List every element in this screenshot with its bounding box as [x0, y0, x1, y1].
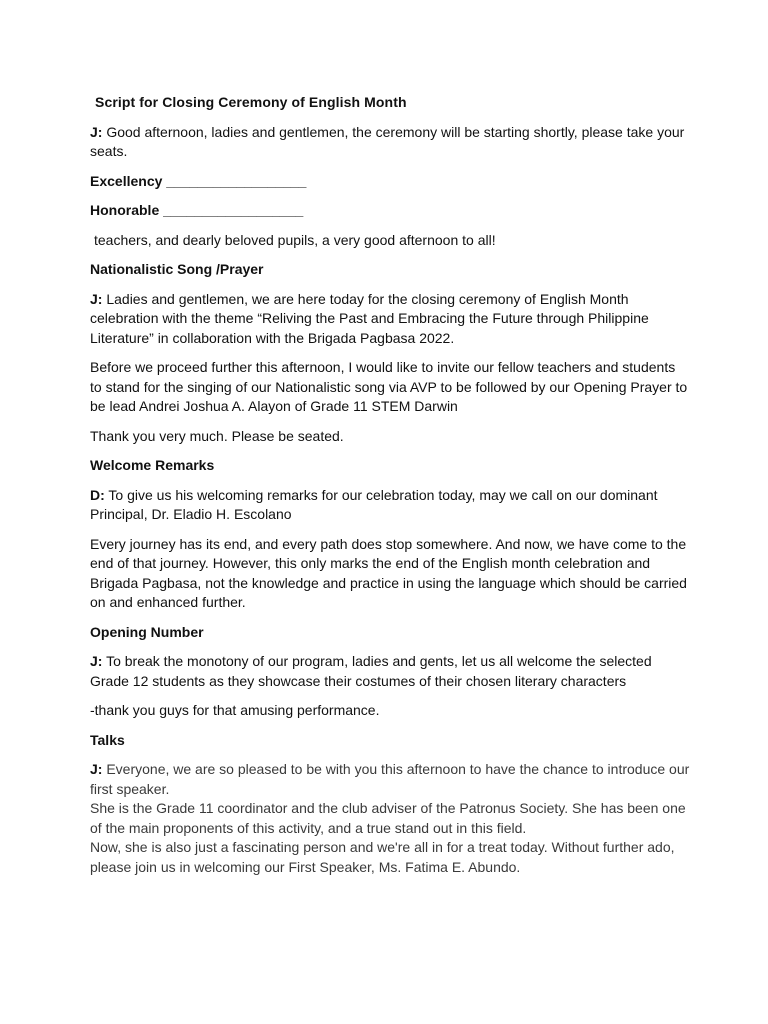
paragraph-thanks: Thank you very much. Please be seated.: [90, 427, 344, 444]
paragraph-text: To break the monotony of our program, ladies and gents, let us all welcome the selected Grade 12 students as they showcase their costumes of their chosen literary characters: [90, 653, 652, 689]
paragraph-monotony: [90, 652, 690, 691]
honorable-line: Honorable __________________: [90, 202, 304, 218]
speaker-label: J:: [90, 653, 103, 669]
paragraph-text: Everyone, we are so pleased to be with you this afternoon to have the chance to introduce our first speaker.: [90, 761, 690, 797]
heading-opening-number: Opening Number: [90, 623, 204, 640]
heading-welcome-remarks: Welcome Remarks: [90, 457, 215, 473]
speaker-label: J:: [90, 290, 103, 307]
paragraph-first-speaker: [90, 760, 690, 877]
paragraph-journey: Every journey has its end, and every path does stop somewhere. And now, we have come to the end of that journey. However, this only marks the end of the English month celebration and Brigada Pagbasa, not the knowledge and practice in using the language which should be carried on and enhanced further.: [90, 535, 687, 610]
paragraph-text: Ladies and gentlemen, we are here today for the closing ceremony of English Month celebration with the theme “Reliving the Past and Embracing the Future through Philippine Literature” in collaboration with the Brigada Pagbasa 2022.: [90, 290, 649, 346]
document-page: [90, 93, 690, 877]
speaker-label: J:: [90, 123, 103, 140]
paragraph-principal: [90, 486, 690, 525]
talks-line-2: She is the Grade 11 coordinator and the club adviser of the Patronus Society. She has been one of the main proponents of this activity, and a true stand out in this field.: [90, 800, 686, 836]
document-title: Script for Closing Ceremony of English Month: [95, 94, 407, 110]
talks-line-3: Now, she is also just a fascinating person and we're all in for a treat today. Without further ado, please join us in welcoming our First Speaker, Ms. Fatima E. Abundo.: [90, 839, 675, 875]
heading-talks: Talks: [90, 731, 125, 748]
paragraph-text: Good afternoon, ladies and gentlemen, the ceremony will be starting shortly, please take your seats.: [90, 123, 685, 159]
heading-nationalistic-song: Nationalistic Song /Prayer: [90, 261, 264, 277]
paragraph-thank-performance: -thank you guys for that amusing performance.: [90, 702, 380, 718]
speaker-label: J:: [90, 761, 103, 777]
paragraph-opening-call: [90, 123, 690, 162]
paragraph-invite: Before we proceed further this afternoon, I would like to invite our fellow teachers and students to stand for the singing of our Nationalistic song via AVP to be followed by our Opening Prayer to be lead Andrei Joshua A. Alayon of Grade 11 STEM Darwin: [90, 359, 688, 414]
paragraph-text: To give us his welcoming remarks for our celebration today, may we call on our dominant Principal, Dr. Eladio H. Escolano: [90, 486, 658, 522]
speaker-label: D:: [90, 486, 105, 503]
talks-line-1: [90, 760, 690, 799]
paragraph-theme: [90, 290, 690, 349]
excellency-line: Excellency __________________: [90, 172, 307, 189]
greeting-line: teachers, and dearly beloved pupils, a very good afternoon to all!: [94, 231, 496, 248]
